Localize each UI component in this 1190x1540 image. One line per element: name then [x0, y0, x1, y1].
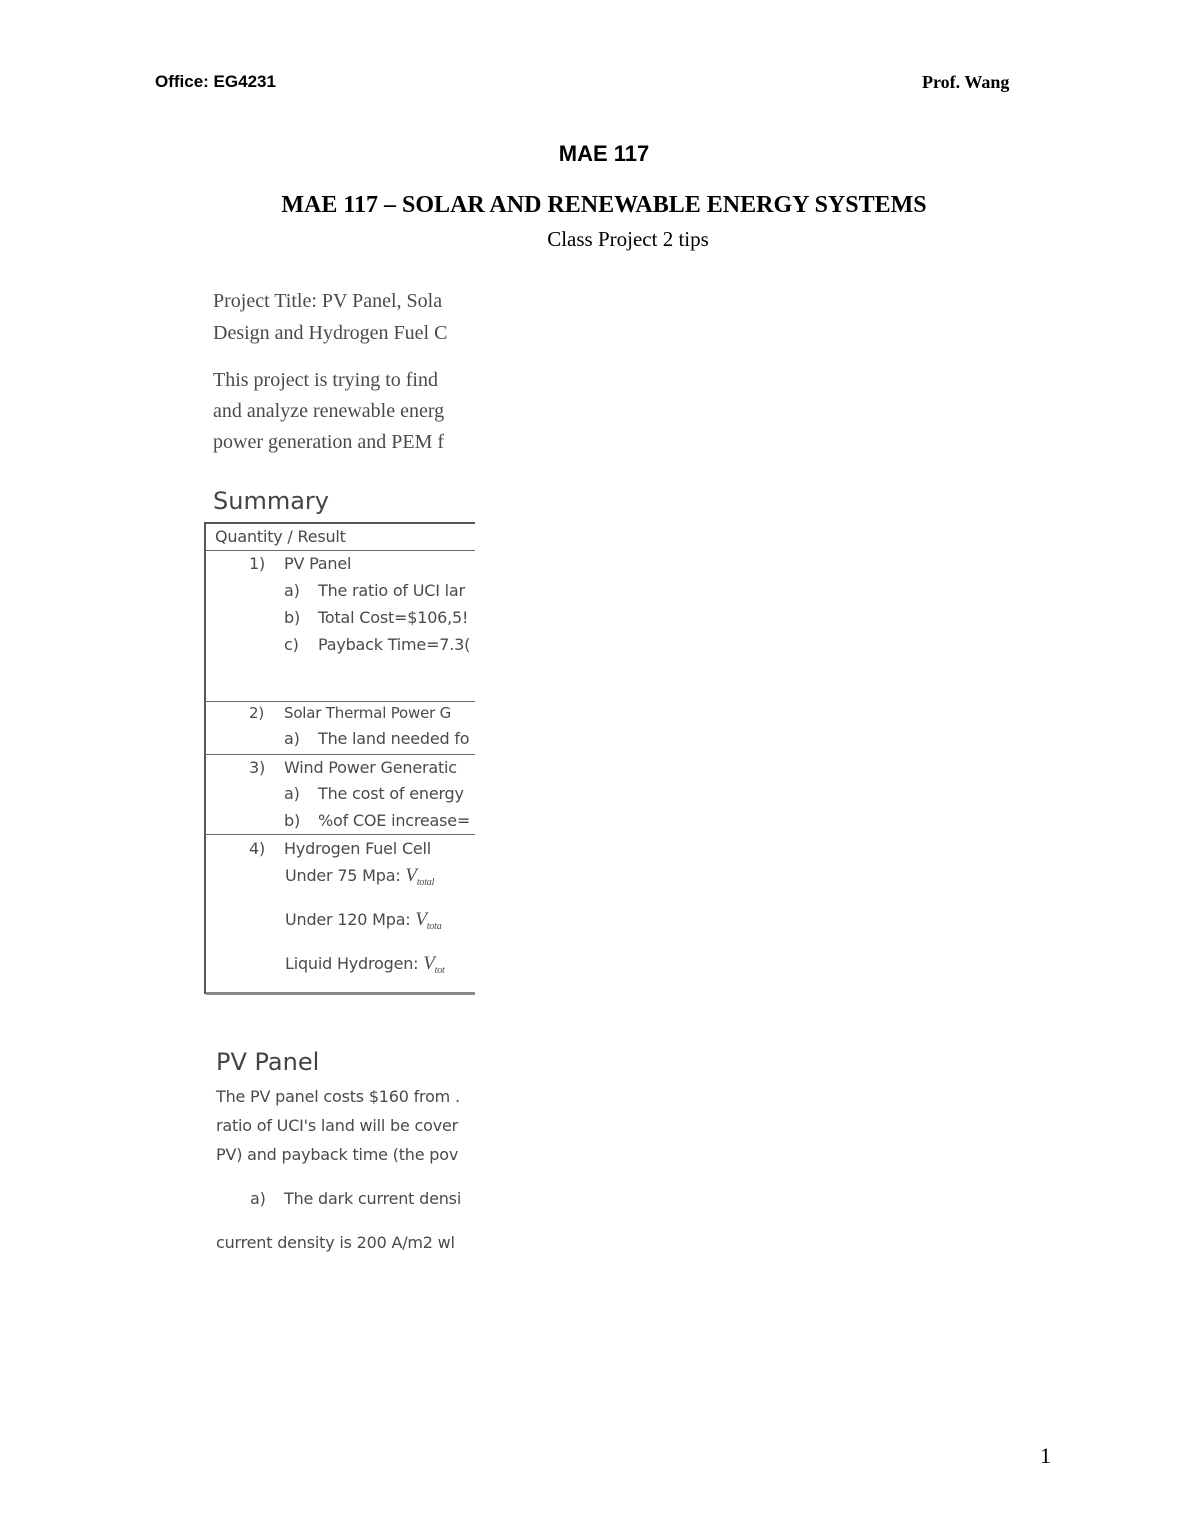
hydrogen-row-label: Under 120 Mpa:	[285, 910, 411, 929]
item-text: Total Cost=$106,5!	[318, 608, 469, 627]
volume-variable: V	[405, 865, 417, 886]
table-header: Quantity / Result	[215, 527, 346, 546]
professor-label: Prof. Wang	[922, 72, 1010, 92]
pv-text-line: ratio of UCI's land will be cover	[216, 1116, 459, 1135]
table-divider	[204, 550, 475, 551]
volume-variable: V	[415, 909, 427, 930]
office-label: Office: EG4231	[155, 72, 276, 91]
row-number: 2)	[249, 704, 264, 722]
hydrogen-row-label: Liquid Hydrogen:	[285, 954, 419, 973]
item-text: The land needed fo	[318, 729, 470, 748]
item-text: Payback Time=7.3(	[318, 635, 471, 654]
document-subtitle: Class Project 2 tips	[547, 227, 709, 251]
volume-variable: V	[423, 953, 435, 974]
scanned-excerpt	[200, 284, 475, 1274]
summary-heading: Summary	[213, 487, 329, 515]
table-divider	[204, 701, 475, 702]
project-title-line: Design and Hydrogen Fuel C	[213, 322, 448, 344]
page-number: 1	[1040, 1443, 1051, 1468]
row-label: PV Panel	[284, 554, 352, 573]
table-border-left	[204, 522, 206, 994]
row-label: Hydrogen Fuel Cell	[284, 839, 432, 858]
row-number: 4)	[249, 839, 266, 858]
table-border-bottom	[206, 992, 475, 995]
row-label: Wind Power Generatic	[284, 758, 457, 777]
table-border-top	[204, 522, 475, 524]
volume-subscript: tota	[426, 921, 442, 932]
document-title: MAE 117 – SOLAR AND RENEWABLE ENERGY SYSTEMS	[281, 192, 927, 218]
table-divider	[204, 754, 475, 755]
item-text: The cost of energy	[318, 784, 464, 803]
course-code: MAE 117	[558, 141, 650, 166]
item-mark: a)	[250, 1189, 266, 1208]
item-mark: a)	[284, 729, 300, 748]
pv-text-line: current density is 200 A/m2 wl	[216, 1233, 455, 1252]
item-mark: c)	[284, 635, 299, 654]
intro-line: This project is trying to find	[213, 369, 438, 391]
hydrogen-row	[285, 865, 434, 888]
hydrogen-row	[285, 909, 442, 932]
table-divider	[204, 834, 475, 835]
hydrogen-row	[285, 953, 445, 976]
volume-subscript: tot	[434, 965, 445, 976]
item-text: The dark current densi	[284, 1189, 462, 1208]
item-mark: b)	[284, 811, 300, 830]
item-mark: a)	[284, 784, 300, 803]
intro-line: and analyze renewable energ	[213, 400, 445, 422]
intro-line: power generation and PEM f	[213, 431, 445, 453]
pv-panel-heading: PV Panel	[216, 1048, 320, 1076]
pv-text-line: PV) and payback time (the pov	[216, 1145, 459, 1164]
item-text: The ratio of UCI lar	[318, 581, 465, 600]
pv-text-line: The PV panel costs $160 from .	[216, 1087, 460, 1106]
project-title-line: Project Title: PV Panel, Sola	[213, 290, 443, 312]
item-mark: b)	[284, 608, 300, 627]
row-label: Solar Thermal Power G	[284, 704, 452, 722]
item-mark: a)	[284, 581, 300, 600]
item-text: %of COE increase=	[318, 811, 471, 830]
volume-subscript: total	[416, 877, 435, 888]
hydrogen-row-label: Under 75 Mpa:	[285, 866, 401, 885]
row-number: 3)	[249, 758, 266, 777]
row-number: 1)	[249, 554, 266, 573]
